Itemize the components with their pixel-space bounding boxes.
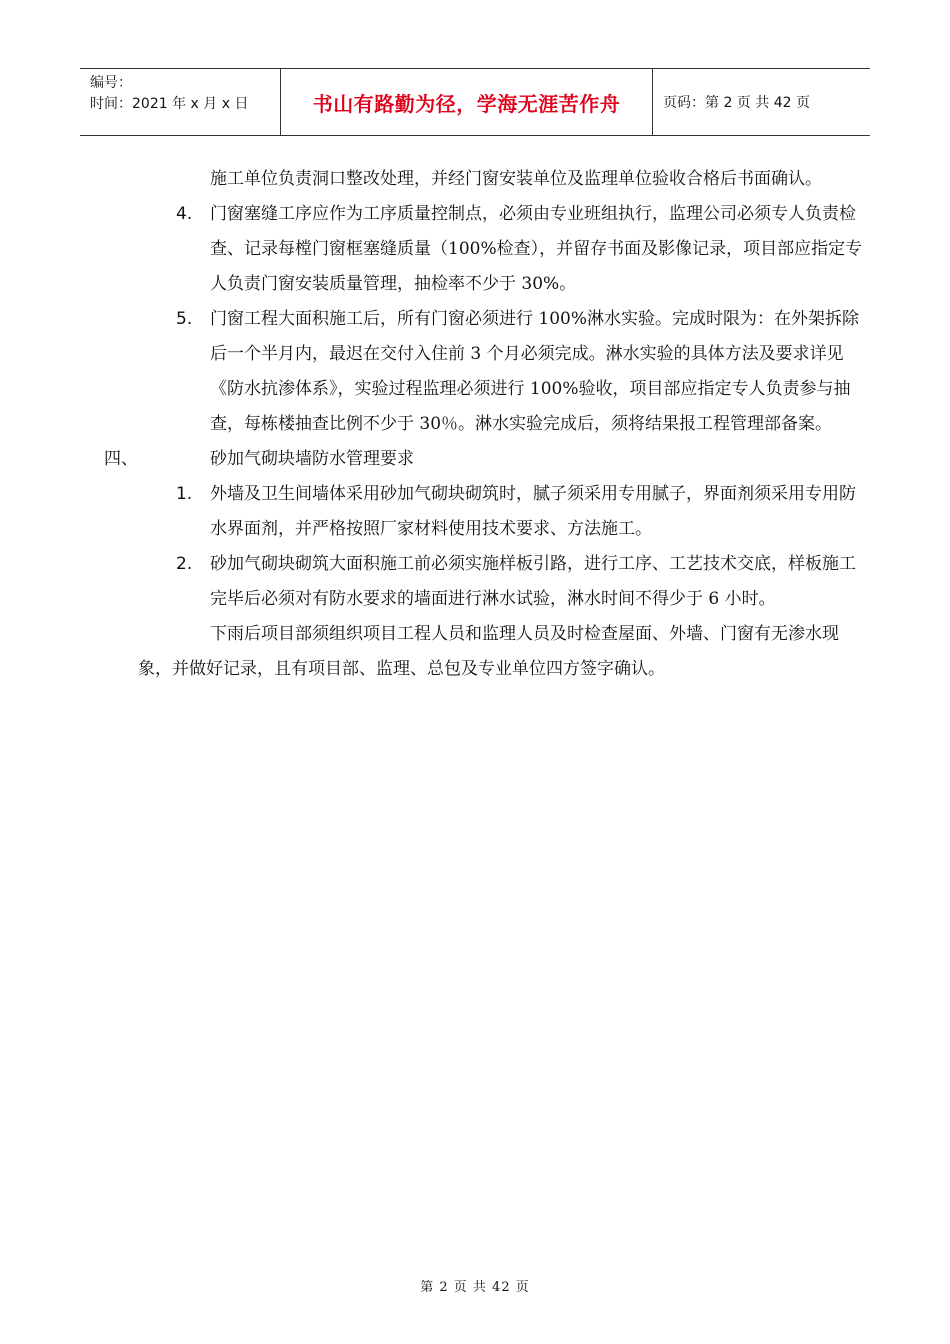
list-number: 1.	[176, 484, 193, 504]
document-number-label: 编号：	[90, 75, 132, 91]
list-item-text: 外墙及卫生间墙体采用砂加气砌块砌筑时，腻子须采用专用腻子，界面剂须采用专用防水界面剂，并严格按照厂家材料使用技术要求、方法施工。	[210, 484, 856, 539]
list-item-text: 门窗塞缝工序应作为工序质量控制点，必须由专业班组执行，监理公司必须专人负责检查、记录每樘门窗框塞缝质量（100%检查），并留存书面及影像记录，项目部应指定专人负责门窗安装质量管理，抽检率不少于 30%。	[210, 204, 863, 294]
page-footer: 第 2 页 共 42 页	[420, 1280, 530, 1295]
header-slogan: 书山有路勤为径，学海无涯苦作舟	[280, 69, 653, 135]
list-number: 2.	[176, 554, 193, 574]
list-number: 4.	[176, 204, 193, 224]
document-time-label: 时间：2021 年 x 月 x 日	[90, 96, 249, 112]
section-5	[0, 617, 950, 687]
list-item-4	[0, 197, 950, 302]
continued-paragraph: 施工单位负责洞口整改处理，并经门窗安装单位及监理单位验收合格后书面确认。	[210, 169, 822, 189]
page-header	[80, 68, 870, 136]
section4-list-item-2	[0, 547, 950, 617]
section-title: 砂加气砌块墙防水管理要求	[210, 449, 414, 469]
document-body	[0, 162, 950, 687]
list-number: 5.	[176, 309, 193, 329]
list-item-text: 砂加气砌块砌筑大面积施工前必须实施样板引路，进行工序、工艺技术交底，样板施工完毕后必须对有防水要求的墙面进行淋水试验，淋水时间不得少于 6 小时。	[210, 554, 856, 609]
section-number: 四、	[104, 449, 138, 469]
section-text: 下雨后项目部须组织项目工程人员和监理人员及时检查屋面、外墙、门窗有无渗水现象，并做好记录，且有项目部、监理、总包及专业单位四方签字确认。	[138, 624, 839, 679]
header-page-label: 页码：第 2 页 共 42 页	[663, 95, 810, 111]
header-meta	[80, 69, 280, 135]
section-heading-4	[0, 442, 950, 477]
section4-list-item-1	[0, 477, 950, 547]
list-item-text: 门窗工程大面积施工后，所有门窗必须进行 100%淋水实验。完成时限为：在外架拆除后一个半月内，最迟在交付入住前 3 个月必须完成。淋水实验的具体方法及要求详见《防水抗渗体系》，实验过程监理必须进行 100%验收，项目部应指定专人负责参与抽查，每栋楼抽查比例不少于 30％。淋水实验完成后，须将结果报工程管理部备案。	[210, 309, 860, 434]
list-item-5	[0, 302, 950, 442]
